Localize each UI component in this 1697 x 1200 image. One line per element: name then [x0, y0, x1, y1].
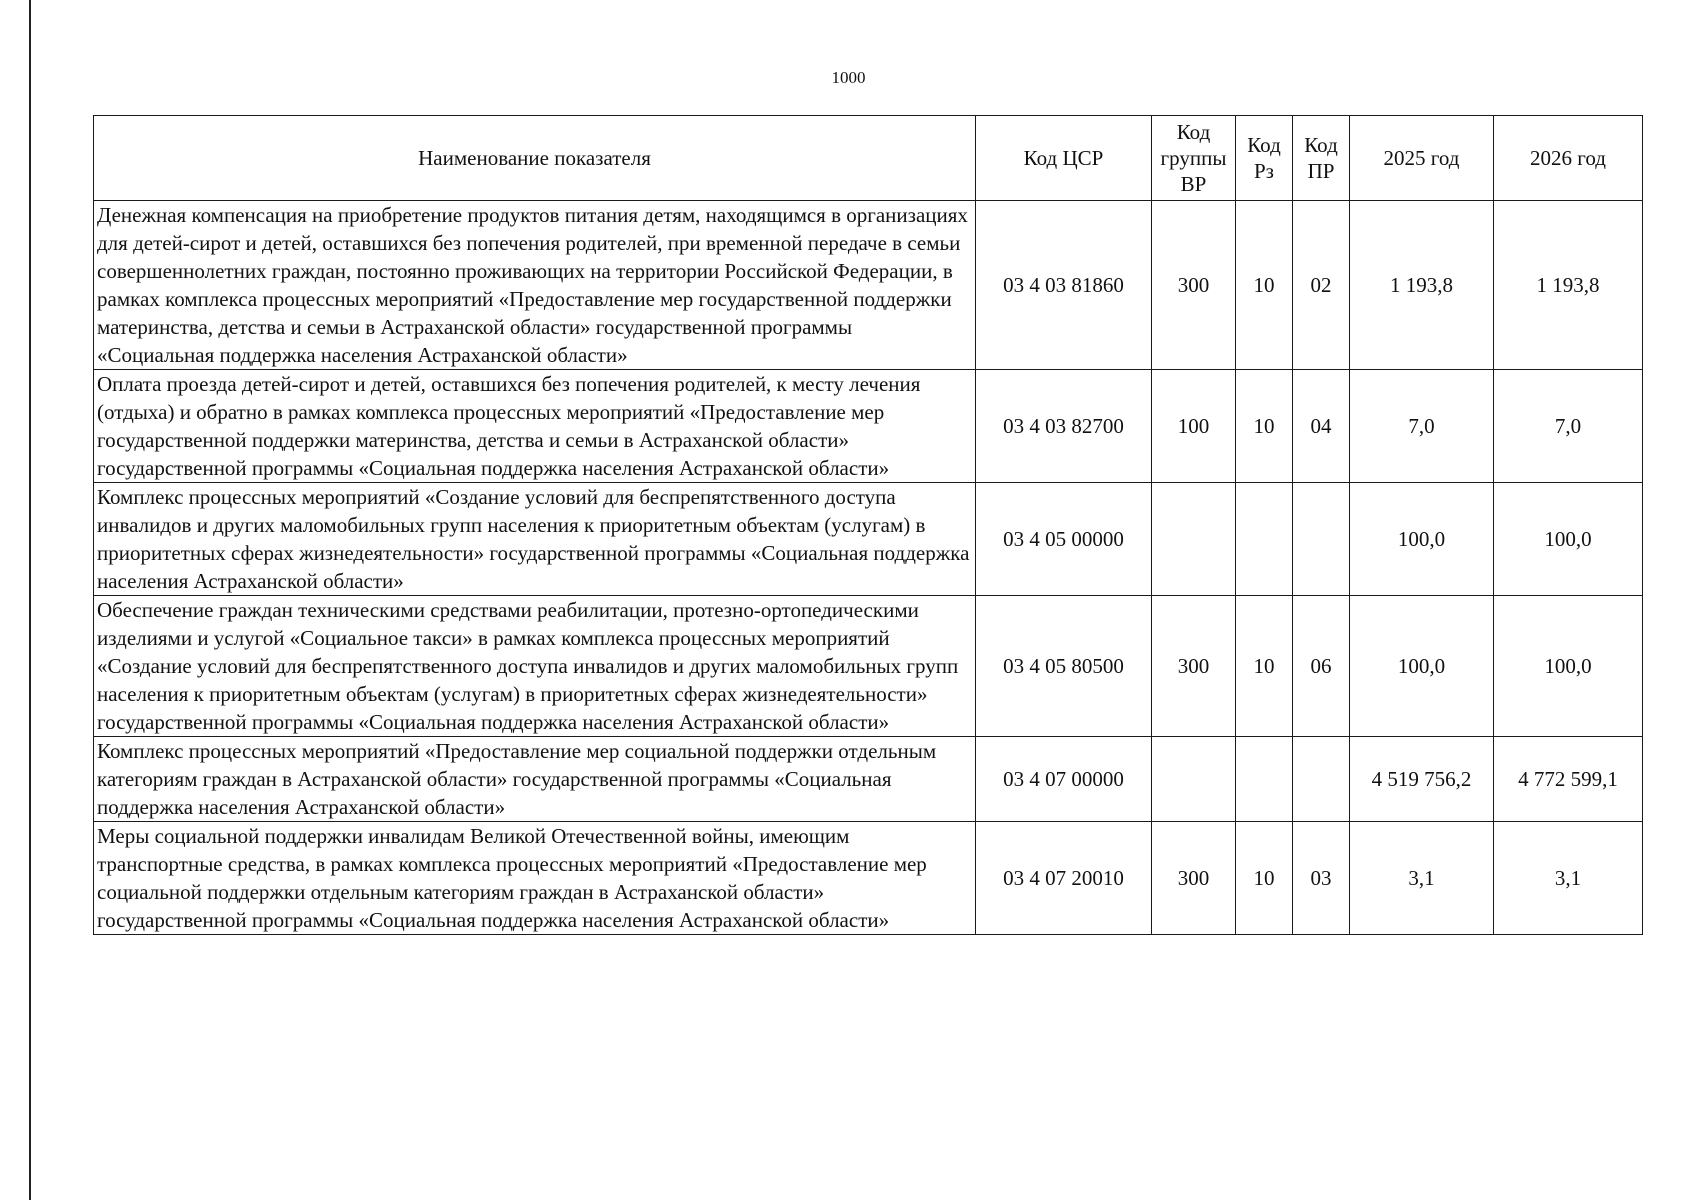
csr-code-cell: 03 4 07 00000 [976, 737, 1152, 822]
rz-code-cell [1236, 483, 1293, 596]
budget-table [93, 115, 1643, 935]
table-row [94, 483, 1643, 596]
indicator-name-cell: Комплекс процессных мероприятий «Создание условий для беспрепятственного доступа инвалидов и других маломобильных групп населения к приоритетным объектам (услугам) в приоритетных сферах жизнедеятельности» государственной программы «Социальная поддержка населения Астраханской области» [94, 483, 976, 596]
amount-2026-cell: 7,0 [1494, 370, 1643, 483]
vr-group-cell [1152, 483, 1236, 596]
pr-code-cell: 03 [1293, 822, 1350, 935]
csr-code-cell: 03 4 07 20010 [976, 822, 1152, 935]
vr-group-cell [1152, 737, 1236, 822]
header-csr-code: Код ЦСР [976, 116, 1152, 201]
page-number: 1000 [831, 68, 866, 87]
rz-code-cell: 10 [1236, 370, 1293, 483]
amount-2026-cell: 3,1 [1494, 822, 1643, 935]
amount-2025-cell: 100,0 [1350, 596, 1494, 737]
table-row [94, 822, 1643, 935]
csr-code-cell: 03 4 03 82700 [976, 370, 1152, 483]
amount-2026-cell: 1 193,8 [1494, 201, 1643, 370]
pr-code-cell: 06 [1293, 596, 1350, 737]
csr-code-cell: 03 4 05 80500 [976, 596, 1152, 737]
indicator-name-cell: Денежная компенсация на приобретение продуктов питания детям, находящимся в организациях для детей-сирот и детей, оставшихся без попечения родителей, при временной передаче в семьи совершеннолетних граждан, постоянно проживающих на территории Российской Федерации, в рамках комплекса процессных мероприятий «Предоставление мер государственной поддержки материнства, детства и семьи в Астраханской области» государственной программы «Социальная поддержка населения Астраханской области» [94, 201, 976, 370]
pr-code-cell [1293, 737, 1350, 822]
header-year-2026: 2026 год [1494, 116, 1643, 201]
rz-code-cell [1236, 737, 1293, 822]
vr-group-cell: 300 [1152, 596, 1236, 737]
csr-code-cell: 03 4 05 00000 [976, 483, 1152, 596]
pr-code-cell: 04 [1293, 370, 1350, 483]
indicator-name-cell: Оплата проезда детей-сирот и детей, оставшихся без попечения родителей, к месту лечения (отдыха) и обратно в рамках комплекса процессных мероприятий «Предоставление мер государственной поддержки материнства, детства и семьи в Астраханской области» государственной программы «Социальная поддержка населения Астраханской области» [94, 370, 976, 483]
pr-code-cell: 02 [1293, 201, 1350, 370]
amount-2026-cell: 100,0 [1494, 596, 1643, 737]
table-header-row [94, 116, 1643, 201]
binding-margin-line [29, 0, 31, 1200]
pr-code-cell [1293, 483, 1350, 596]
indicator-name-cell: Комплекс процессных мероприятий «Предоставление мер социальной поддержки отдельным категориям граждан в Астраханской области» государственной программы «Социальная поддержка населения Астраханской области» [94, 737, 976, 822]
rz-code-cell: 10 [1236, 822, 1293, 935]
amount-2025-cell: 1 193,8 [1350, 201, 1494, 370]
vr-group-cell: 100 [1152, 370, 1236, 483]
amount-2025-cell: 100,0 [1350, 483, 1494, 596]
amount-2026-cell: 100,0 [1494, 483, 1643, 596]
header-year-2025: 2025 год [1350, 116, 1494, 201]
rz-code-cell: 10 [1236, 596, 1293, 737]
table-row [94, 370, 1643, 483]
header-pr-code: Код ПР [1293, 116, 1350, 201]
header-vr-group-code: Код группы ВР [1152, 116, 1236, 201]
indicator-name-cell: Меры социальной поддержки инвалидам Великой Отечественной войны, имеющим транспортные средства, в рамках комплекса процессных мероприятий «Предоставление мер социальной поддержки отдельным категориям граждан в Астраханской области» государственной программы «Социальная поддержка населения Астраханской области» [94, 822, 976, 935]
indicator-name-cell: Обеспечение граждан техническими средствами реабилитации, протезно-ортопедическими изделиями и услугой «Социальное такси» в рамках комплекса процессных мероприятий «Создание условий для беспрепятственного доступа инвалидов и других маломобильных групп населения к приоритетным объектам (услугам) в приоритетных сферах жизнедеятельности» государственной программы «Социальная поддержка населения Астраханской области» [94, 596, 976, 737]
amount-2025-cell: 3,1 [1350, 822, 1494, 935]
amount-2026-cell: 4 772 599,1 [1494, 737, 1643, 822]
table-row [94, 737, 1643, 822]
table-row [94, 201, 1643, 370]
header-rz-code: Код Рз [1236, 116, 1293, 201]
table-row [94, 596, 1643, 737]
vr-group-cell: 300 [1152, 201, 1236, 370]
csr-code-cell: 03 4 03 81860 [976, 201, 1152, 370]
rz-code-cell: 10 [1236, 201, 1293, 370]
amount-2025-cell: 7,0 [1350, 370, 1494, 483]
header-indicator-name: Наименование показателя [94, 116, 976, 201]
vr-group-cell: 300 [1152, 822, 1236, 935]
amount-2025-cell: 4 519 756,2 [1350, 737, 1494, 822]
